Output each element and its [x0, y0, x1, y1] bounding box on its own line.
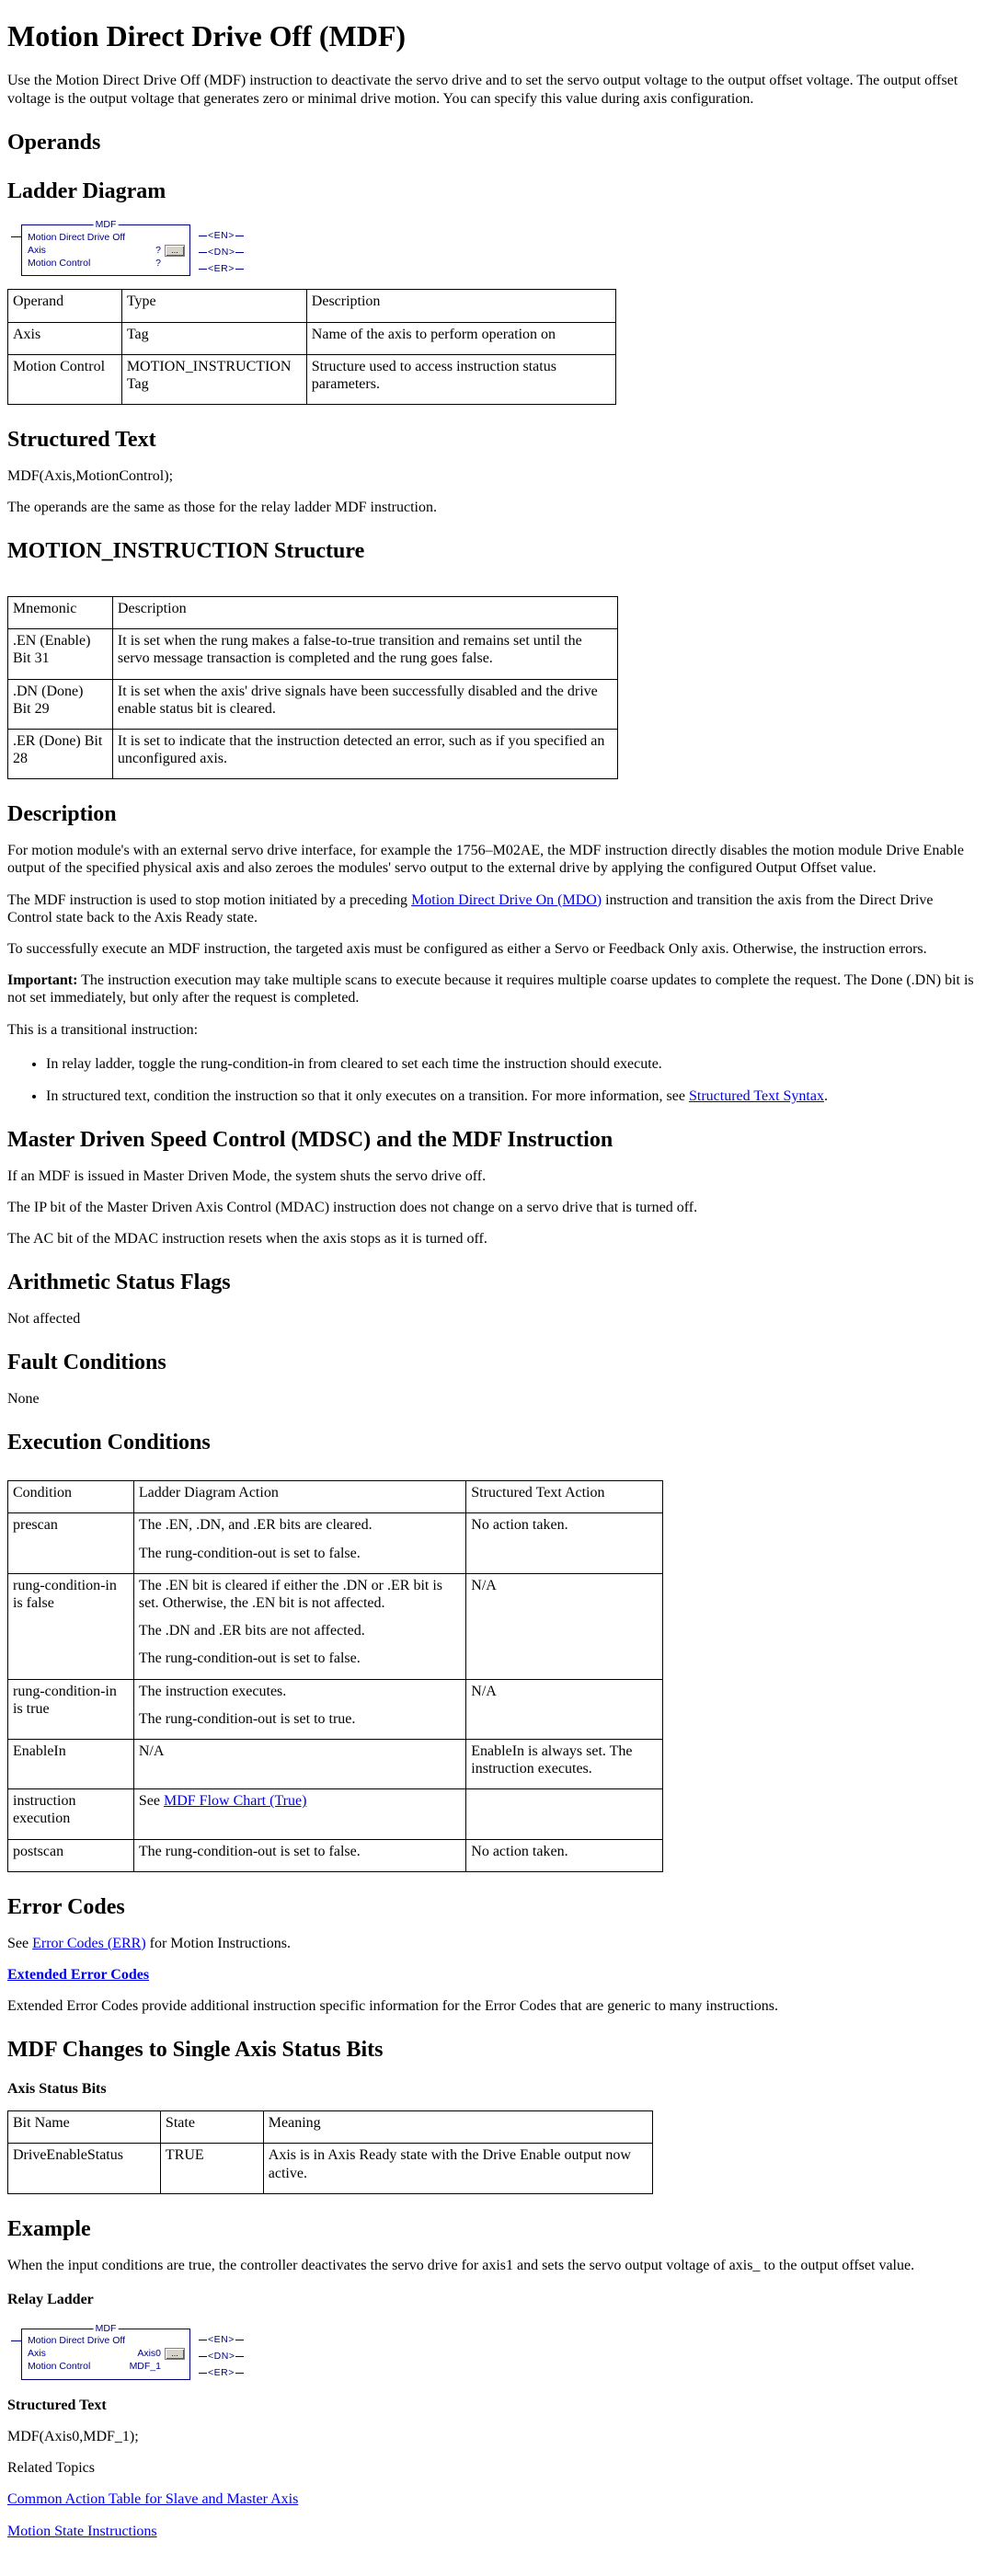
cell-condition: EnableIn — [8, 1739, 134, 1788]
mdo-link[interactable]: Motion Direct Drive On (MDO) — [411, 891, 602, 908]
ladder-action-line: The rung-condition-out is set to false. — [138, 1545, 361, 1561]
operand-table — [7, 289, 616, 405]
col-header-type: Type — [121, 290, 306, 322]
table-header-row — [8, 1481, 663, 1513]
dn-output-pin — [199, 247, 244, 259]
mdf-instruction-block — [21, 219, 190, 276]
table-row-enablein — [8, 1739, 663, 1788]
axis-operand-label: Axis — [28, 244, 46, 256]
heading-example: Example — [7, 2216, 91, 2241]
motion-state-instructions-link[interactable]: Motion State Instructions — [7, 2523, 157, 2539]
cell-description: Structure used to access instruction status parameters. — [306, 354, 615, 404]
col-header-description: Description — [306, 290, 615, 322]
cell-mnemonic: .EN (Enable) Bit 31 — [8, 629, 113, 679]
motion-control-operand-value[interactable]: ? — [155, 257, 161, 269]
transitional-bullet-list — [7, 1055, 979, 1105]
dn-pin-label: < DN > — [207, 2351, 235, 2363]
instruction-name-label: Motion Direct Drive Off — [28, 2335, 125, 2347]
extended-error-codes-text: Extended Error Codes provide additional instruction specific information for the Error Codes that are generic to many instructions. — [7, 1997, 778, 2014]
axis-operand-value[interactable]: ? — [155, 244, 161, 256]
col-header-operand: Operand — [8, 290, 122, 322]
table-header-row — [8, 597, 618, 629]
table-row — [8, 354, 616, 404]
cell-ladder-action: N/A — [133, 1739, 465, 1788]
cell-type: MOTION_INSTRUCTION Tag — [121, 354, 306, 404]
important-text: The instruction execution may take multiple scans to execute because it requires multiple coarse updates to complete the request. The Done (.DN) bit is not set immediately, but only after the request is completed. — [7, 972, 974, 1006]
cell-st-action: N/A — [466, 1573, 663, 1679]
cell-description: It is set to indicate that the instruction detected an error, such as if you specified an unconfigured axis. — [112, 730, 617, 779]
table-row — [8, 679, 618, 729]
relay-ladder-subhead: Relay Ladder — [7, 2291, 94, 2307]
mdsc-paragraph-2: The IP bit of the Master Driven Axis Control (MDAC) instruction does not change on a servo drive that is turned off. — [7, 1200, 698, 1216]
er-pin-label: < ER > — [207, 2367, 235, 2379]
instruction-name-label: Motion Direct Drive Off — [28, 231, 125, 243]
dn-output-pin — [199, 2351, 244, 2363]
cell-description: It is set when the rung makes a false-to-true transition and remains set until the servo message transaction is completed and the rung goes false. — [112, 629, 617, 679]
axis-operand-label: Axis — [28, 2348, 46, 2360]
col-header-state: State — [160, 2111, 263, 2144]
heading-operands: Operands — [7, 130, 101, 155]
ladder-action-line: The rung-condition-out is set to true. — [138, 1710, 356, 1727]
rung-rail-line — [11, 2340, 21, 2341]
mdf-block-title: MDF — [95, 219, 117, 231]
related-link-line — [7, 2490, 979, 2508]
cell-st-action: N/A — [466, 1679, 663, 1739]
ladder-action-line: The instruction executes. — [138, 1683, 287, 1699]
cell-st-action: No action taken. — [466, 1839, 663, 1871]
mdf-block-title: MDF — [95, 2322, 117, 2334]
transitional-note: This is a transitional instruction: — [7, 1021, 199, 1038]
cell-condition: rung-condition-in is false — [8, 1573, 134, 1679]
ladder-row-name — [28, 2335, 185, 2348]
bullet-structured-text — [46, 1087, 979, 1105]
ladder-action-line: The .DN and .ER bits are not affected. — [138, 1623, 365, 1639]
heading-structured-text: Structured Text — [7, 428, 156, 453]
table-row-prescan — [8, 1513, 663, 1573]
important-label: Important: — [7, 972, 78, 989]
structured-text-note: The operands are the same as those for the relay ladder MDF instruction. — [7, 500, 437, 516]
mdsc-paragraph-3: The AC bit of the MDAC instruction resets when the axis stops as it is turned off. — [7, 1231, 487, 1248]
cell-bit-name: DriveEnableStatus — [8, 2144, 161, 2193]
cell-ladder-action — [133, 1789, 465, 1839]
cell-ladder-action — [133, 1679, 465, 1739]
table-header-row — [8, 2111, 653, 2144]
ladder-row-motion-control — [28, 257, 185, 270]
cell-st-action — [466, 1789, 663, 1839]
fault-conditions-text: None — [7, 1391, 40, 1408]
description-paragraph-2 — [7, 891, 979, 926]
heading-execution-conditions: Execution Conditions — [7, 1431, 211, 1455]
example-structured-text-code: MDF(Axis0,MDF_1); — [7, 2429, 139, 2445]
table-row — [8, 2144, 653, 2193]
cell-st-action: EnableIn is always set. The instruction executes. — [466, 1739, 663, 1788]
arithmetic-status-text: Not affected — [7, 1311, 81, 1328]
extended-error-codes-link-line — [7, 1966, 979, 1984]
cell-condition: postscan — [8, 1839, 134, 1871]
heading-mdsc: Master Driven Speed Control (MDSC) and the MDF Instruction — [7, 1128, 613, 1153]
execution-conditions-table — [7, 1480, 663, 1872]
structured-text-code: MDF(Axis,MotionControl); — [7, 467, 174, 484]
related-link-line — [7, 2523, 979, 2540]
col-header-st-action: Structured Text Action — [466, 1481, 663, 1513]
description-paragraph-1: For motion module's with an external servo drive interface, for example the 1756–M02AE, the MDF instruction directly disables the motion module Drive Enable output of the specified physical axis and also zeroes the modules' servo output to the external drive by applying the configured Output Offset value. — [7, 843, 964, 877]
heading-arithmetic-status-flags: Arithmetic Status Flags — [7, 1271, 231, 1295]
table-row — [8, 730, 618, 779]
text-after-link: instruction and transition the axis from the Direct Drive Control state back to the Axis Ready state. — [7, 891, 934, 926]
col-header-ladder-action: Ladder Diagram Action — [133, 1481, 465, 1513]
page-title: Motion Direct Drive Off (MDF) — [7, 19, 407, 52]
output-pins — [199, 230, 244, 275]
heading-ladder-diagram: Ladder Diagram — [7, 178, 166, 203]
error-codes-err-link[interactable]: Error Codes (ERR) — [32, 1935, 146, 1951]
axis-status-bits-subhead: Axis Status Bits — [7, 2080, 107, 2097]
error-codes-text — [7, 1935, 979, 1952]
example-ladder-diagram — [11, 2322, 979, 2380]
example-text: When the input conditions are true, the controller deactivates the servo drive for axis1 and sets the servo output voltage of axis_ to the output offset value. — [7, 2257, 915, 2273]
cell-condition: rung-condition-in is true — [8, 1679, 134, 1739]
col-header-condition: Condition — [8, 1481, 134, 1513]
heading-description: Description — [7, 802, 117, 827]
col-header-mnemonic: Mnemonic — [8, 597, 113, 629]
description-paragraph-3: To successfully execute an MDF instruction, the targeted axis must be configured as either a Servo or Feedback Only axis. Otherwise, the instruction errors. — [7, 940, 927, 957]
axis-operand-value[interactable]: Axis0 — [137, 2348, 161, 2360]
ladder-row-axis — [28, 2348, 185, 2361]
ladder-diagram — [11, 219, 979, 276]
intro-paragraph: Use the Motion Direct Drive Off (MDF) instruction to deactivate the servo drive and to set the servo output voltage to the output offset voltage. The output offset voltage is the output voltage that generates zero or minimal drive motion. You can specify this value during axis configuration. — [7, 73, 958, 107]
cell-description: It is set when the axis' drive signals have been successfully disabled and the drive enable status bit is cleared. — [112, 679, 617, 729]
en-pin-label: < EN > — [207, 230, 235, 242]
rung-rail-line — [11, 236, 21, 237]
output-pins — [199, 2334, 244, 2379]
structured-text-syntax-link[interactable]: Structured Text Syntax — [688, 1087, 824, 1104]
en-output-pin — [199, 2334, 244, 2346]
cell-ladder-action: The rung-condition-out is set to false. — [133, 1839, 465, 1871]
cell-type: Tag — [121, 322, 306, 354]
axis-status-bits-table — [7, 2110, 653, 2194]
motion-control-operand-value[interactable]: MDF_1 — [129, 2361, 161, 2373]
ladder-row-name — [28, 231, 185, 244]
cell-mnemonic: .DN (Done) Bit 29 — [8, 679, 113, 729]
text-before-link: See — [138, 1793, 164, 1810]
motion-control-operand-label: Motion Control — [28, 2361, 91, 2373]
structured-text-subhead: Structured Text — [7, 2397, 107, 2413]
related-topics-label: Related Topics — [7, 2460, 96, 2477]
table-row-rung-in-true — [8, 1679, 663, 1739]
cell-condition: instruction execution — [8, 1789, 134, 1839]
table-row-rung-in-false — [8, 1573, 663, 1679]
heading-structure: MOTION_INSTRUCTION Structure — [7, 539, 365, 564]
en-output-pin — [199, 230, 244, 242]
mdsc-paragraph-1: If an MDF is issued in Master Driven Mode, the system shuts the servo drive off. — [7, 1167, 487, 1184]
text-before-link: The MDF instruction is used to stop motion initiated by a preceding — [7, 891, 412, 908]
cell-st-action: No action taken. — [466, 1513, 663, 1573]
axis-browse-button[interactable]: ... — [165, 2348, 185, 2360]
col-header-bit-name: Bit Name — [8, 2111, 161, 2144]
cell-ladder-action — [133, 1513, 465, 1573]
common-action-table-link[interactable]: Common Action Table for Slave and Master Axis — [7, 2491, 299, 2508]
text-before-link: See — [7, 1935, 33, 1951]
heading-fault-conditions: Fault Conditions — [7, 1351, 166, 1375]
er-output-pin — [199, 263, 244, 275]
extended-error-codes-link[interactable]: Extended Error Codes — [7, 1966, 150, 1983]
cell-description: Name of the axis to perform operation on — [306, 322, 615, 354]
heading-error-codes: Error Codes — [7, 1894, 125, 1919]
mdf-instruction-block — [21, 2322, 190, 2380]
text-after-link: for Motion Instructions. — [145, 1935, 291, 1951]
er-pin-label: < ER > — [207, 263, 235, 275]
ladder-row-axis — [28, 244, 185, 257]
table-row — [8, 629, 618, 679]
mdf-flow-chart-link[interactable]: MDF Flow Chart (True) — [163, 1793, 307, 1810]
er-output-pin — [199, 2367, 244, 2379]
table-row-instruction-execution — [8, 1789, 663, 1839]
col-header-meaning: Meaning — [263, 2111, 652, 2144]
motion-control-operand-label: Motion Control — [28, 257, 91, 269]
table-row-postscan — [8, 1839, 663, 1871]
cell-ladder-action — [133, 1573, 465, 1679]
text-before-link: In structured text, condition the instruction so that it only executes on a transition. For more information, see — [46, 1087, 689, 1104]
cell-state: TRUE — [160, 2144, 263, 2193]
axis-browse-button[interactable]: ... — [165, 245, 185, 257]
ladder-action-line: The rung-condition-out is set to false. — [138, 1650, 361, 1667]
table-row — [8, 322, 616, 354]
cell-mnemonic: .ER (Done) Bit 28 — [8, 730, 113, 779]
col-header-description: Description — [112, 597, 617, 629]
ladder-row-motion-control — [28, 2361, 185, 2374]
cell-meaning: Axis is in Axis Ready state with the Drive Enable output now active. — [263, 2144, 652, 2193]
cell-condition: prescan — [8, 1513, 134, 1573]
table-header-row — [8, 290, 616, 322]
en-pin-label: < EN > — [207, 2334, 235, 2346]
cell-operand: Motion Control — [8, 354, 122, 404]
structure-table — [7, 596, 618, 779]
important-note — [7, 972, 979, 1006]
text-after-link: . — [823, 1087, 828, 1104]
ladder-action-line: The .EN bit is cleared if either the .DN or .ER bit is set. Otherwise, the .EN bit is not affected. — [138, 1577, 443, 1611]
ladder-action-line: The .EN, .DN, and .ER bits are cleared. — [138, 1517, 373, 1534]
heading-mdf-changes: MDF Changes to Single Axis Status Bits — [7, 2038, 384, 2063]
cell-operand: Axis — [8, 322, 122, 354]
dn-pin-label: < DN > — [207, 247, 235, 259]
bullet-relay-ladder: • In relay ladder, toggle the rung-condition-in from cleared to set each time the instruction should execute. — [46, 1055, 979, 1073]
